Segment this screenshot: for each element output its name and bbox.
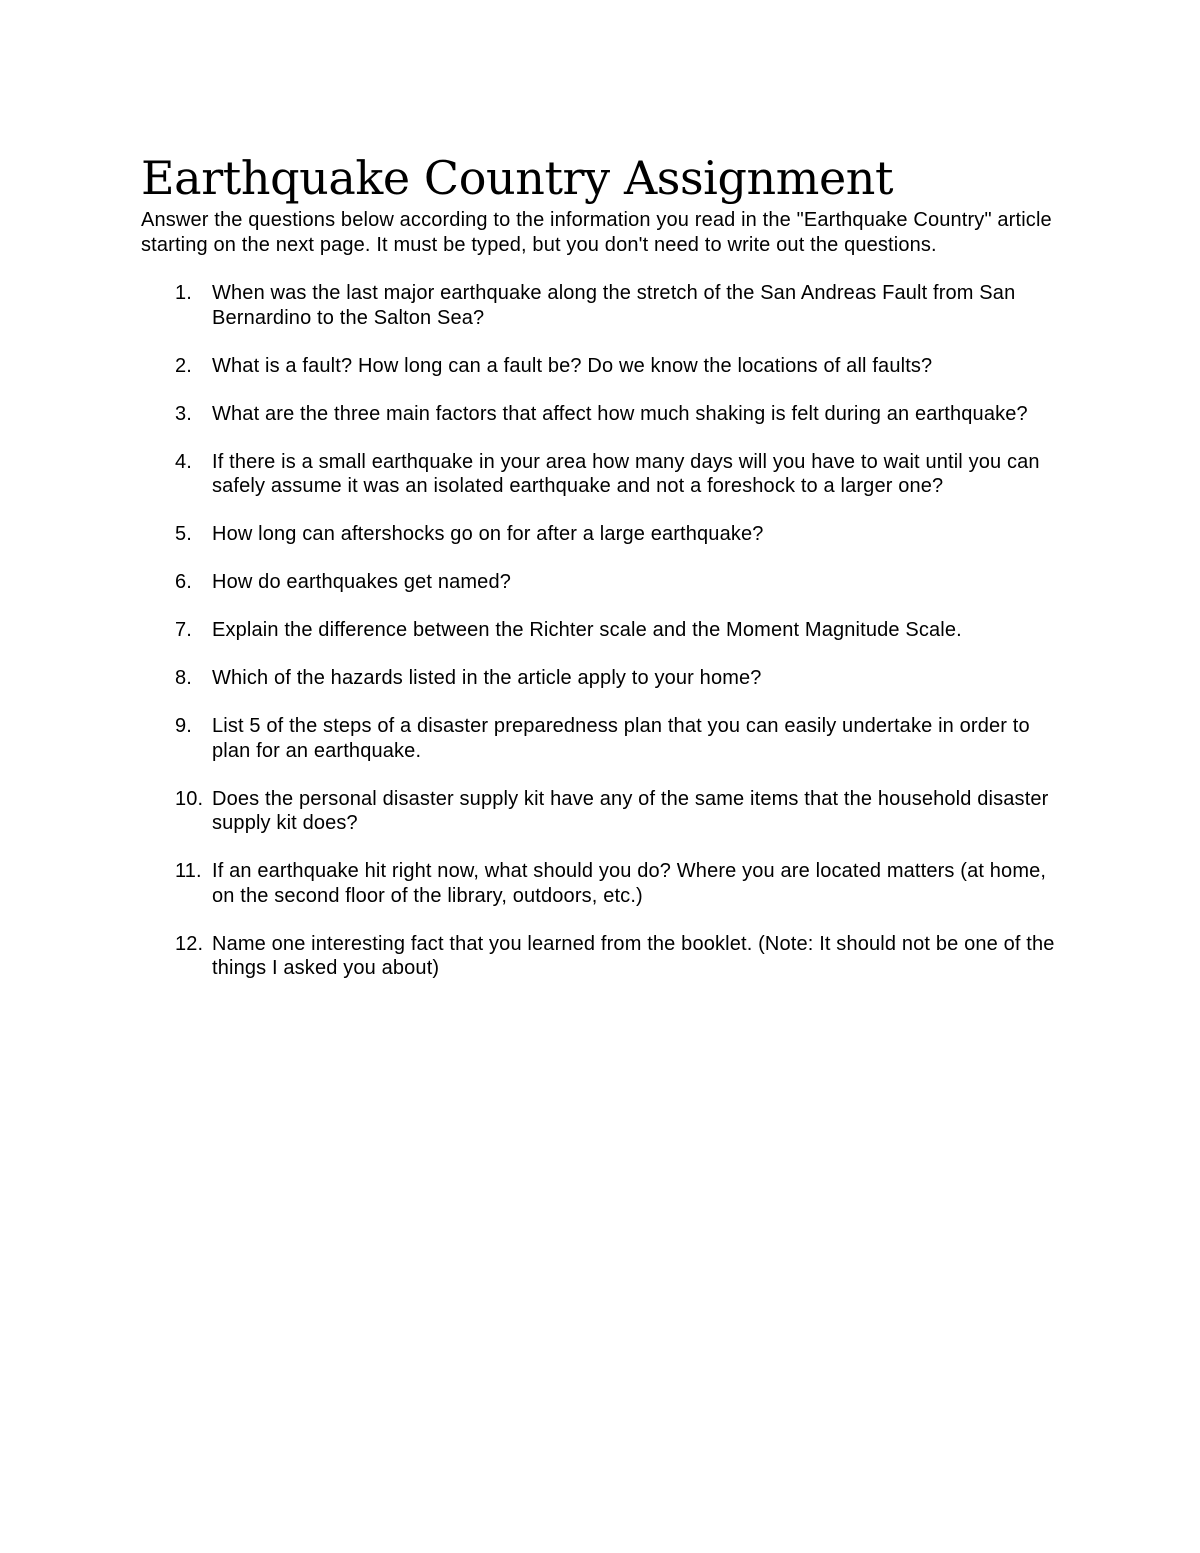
question-text: Explain the difference between the Richter scale and the Moment Magnitude Scale.	[212, 619, 962, 641]
document-intro: Answer the questions below according to the information you read in the "Earthquake Country" article starting on the next page. It must be typed, but you don't need to write out the questions.	[141, 209, 1052, 256]
question-text: How long can aftershocks go on for after a large earthquake?	[212, 523, 764, 545]
question-text: Does the personal disaster supply kit have any of the same items that the household disaster supply kit does?	[212, 787, 1049, 834]
question-number: 12.	[175, 932, 204, 955]
question-number: 4.	[175, 450, 192, 473]
question-item	[141, 402, 1071, 427]
question-item	[141, 450, 1071, 499]
question-text: Which of the hazards listed in the article apply to your home?	[212, 667, 762, 689]
question-number: 10.	[175, 787, 204, 810]
question-text: When was the last major earthquake along the stretch of the San Andreas Fault from San Bernardino to the Salton Sea?	[212, 282, 1016, 329]
question-item	[141, 932, 1071, 981]
question-item	[141, 354, 1071, 379]
question-text: How do earthquakes get named?	[212, 571, 511, 593]
question-number: 1.	[175, 282, 192, 304]
document-content	[141, 148, 1071, 1004]
question-number: 11.	[175, 860, 202, 882]
question-list	[141, 281, 1071, 981]
question-text: If an earthquake hit right now, what should you do? Where you are located matters (at home, on the second floor of the library, outdoors, etc.)	[212, 860, 1047, 907]
question-number: 8.	[175, 667, 192, 689]
question-number: 2.	[175, 354, 192, 377]
question-text: Name one interesting fact that you learned from the booklet. (Note: It should not be one of the things I asked you about)	[212, 932, 1055, 979]
question-item	[141, 281, 1071, 330]
question-number: 3.	[175, 402, 192, 425]
document-title: Earthquake Country Assignment	[141, 151, 894, 205]
question-text: List 5 of the steps of a disaster preparedness plan that you can easily undertake in order to plan for an earthquake.	[212, 715, 1030, 762]
question-item	[141, 522, 1071, 547]
question-text: If there is a small earthquake in your area how many days will you have to wait until you can safely assume it was an isolated earthquake and not a foreshock to a larger one?	[212, 450, 1040, 497]
question-number: 9.	[175, 715, 192, 737]
question-item	[141, 618, 1071, 643]
question-number: 6.	[175, 571, 192, 593]
question-item	[141, 570, 1071, 595]
question-item	[141, 666, 1071, 691]
question-number: 7.	[175, 619, 192, 641]
question-text: What is a fault? How long can a fault be? Do we know the locations of all faults?	[212, 354, 933, 377]
question-item	[141, 859, 1071, 908]
question-text: What are the three main factors that affect how much shaking is felt during an earthquake?	[212, 402, 1028, 425]
question-item	[141, 787, 1071, 836]
question-number: 5.	[175, 523, 192, 545]
question-item	[141, 714, 1071, 763]
